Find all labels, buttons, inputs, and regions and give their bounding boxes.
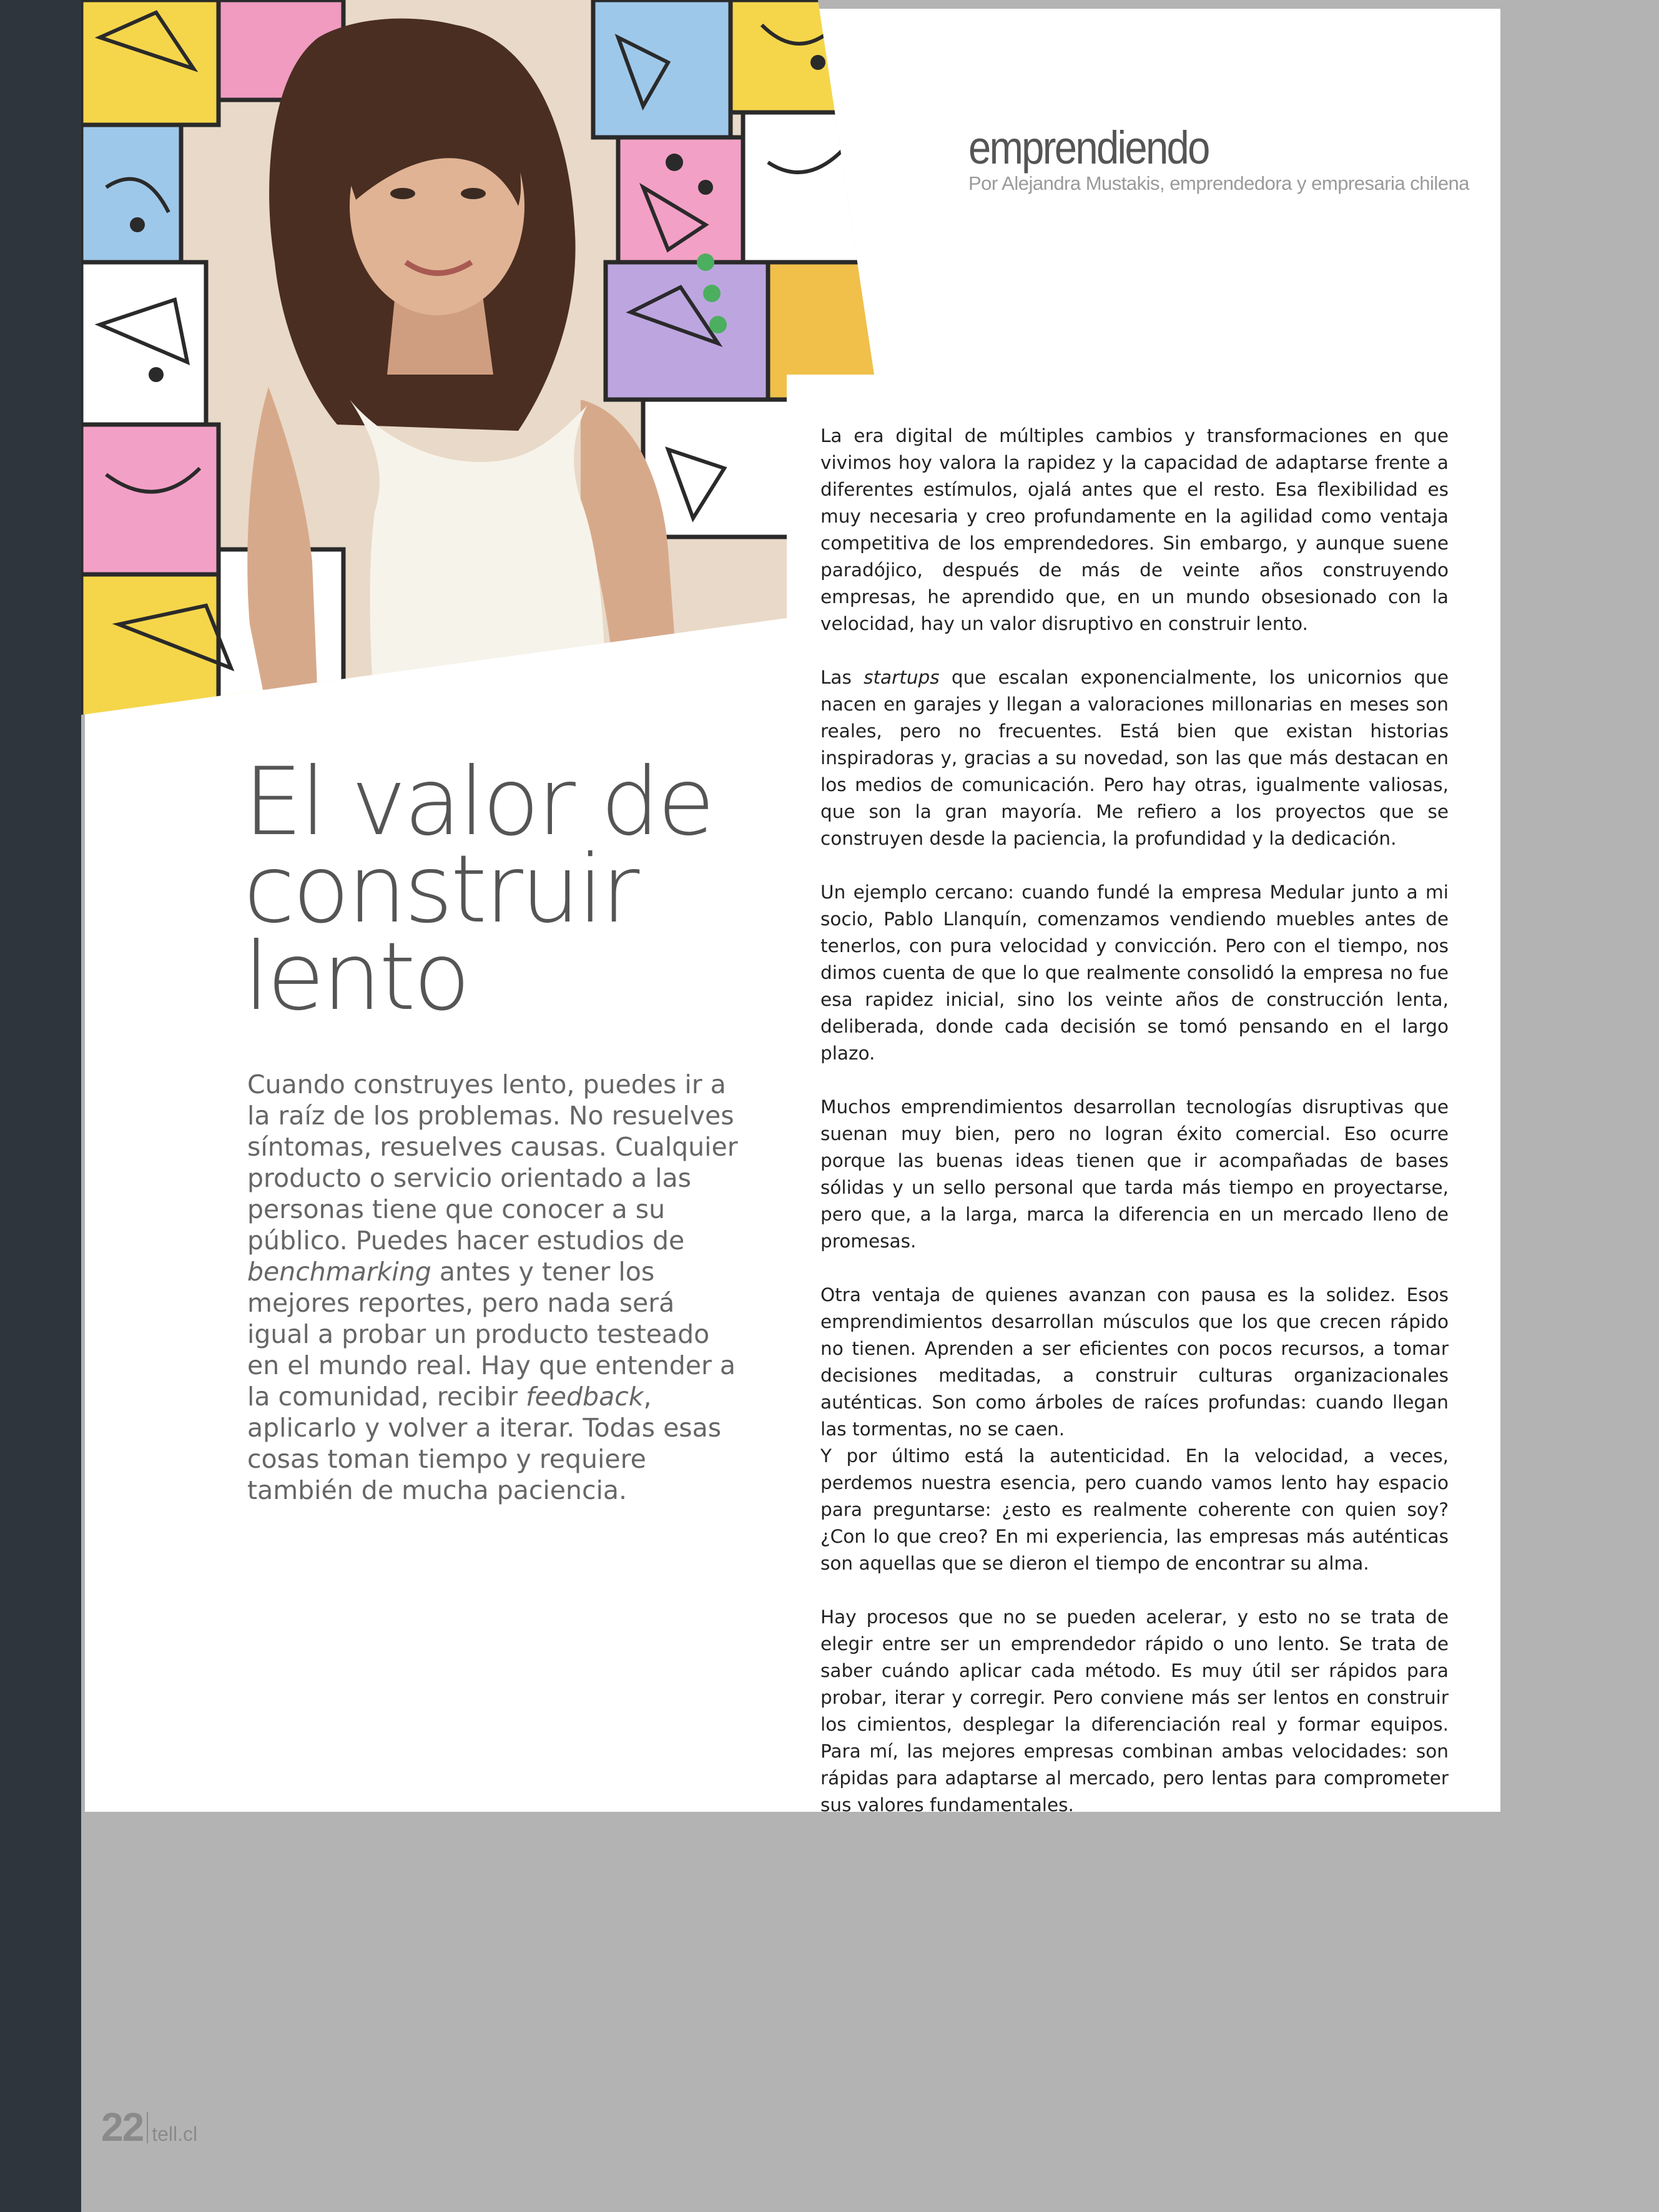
- author-byline: Por Alejandra Mustakis, emprendedora y empresaria chilena: [968, 172, 1470, 194]
- author-photo: [81, 0, 875, 718]
- lead-emphasis: benchmarking: [247, 1257, 431, 1287]
- headline-line: construir: [244, 835, 638, 944]
- headline-line: lento: [244, 923, 468, 1031]
- article-headline: [244, 748, 743, 1031]
- body-paragraph: La era digital de múltiples cambios y transformaciones en que vivimos hoy valora la rapidez y la capacidad de adaptarse frente a diferentes estímulos, ojalá antes que el resto. Esa flexibilidad es muy necesaria y creo profundamente en la agilidad como ventaja competitiva de los emprendedores. Sin embargo, y aunque suene paradójico, después de más de veinte años construyendo empresas, he aprendido que, en un mundo obsesionado con la velocidad, hay un valor disruptivo en construir lento.: [820, 425, 1449, 634]
- body-paragraph: Muchos emprendimientos desarrollan tecnologías disruptivas que suenan muy bien, pero no logran éxito comercial. Eso ocurre porque las buenas ideas tienen que ir acompañadas de bases sólidas y un sello personal que tarda más tiempo en proyectarse, pero que, a la larga, marca la diferencia en un mercado lleno de promesas.: [820, 1096, 1449, 1252]
- lead-text: Cuando construyes lento, puedes ir a la raíz de los problemas. No resuelves síntomas, resuelves causas. Cualquier producto o servicio orientado a las personas tiene que conocer a su público. Puedes hacer estudios de: [247, 1069, 738, 1256]
- body-text: Las: [820, 667, 864, 688]
- body-paragraph: Un ejemplo cercano: cuando fundé la empresa Medular junto a mi socio, Pablo Llanquín, comenzamos vendiendo muebles antes de tenerlos, con pura velocidad y convicción. Pero con el tiempo, nos dimos cuenta de que lo que realmente consolidó la empresa no fue esa rapidez inicial, sino los veinte años de construcción lenta, deliberada, donde cada decisión se tomó pensando en el largo plazo.: [820, 882, 1449, 1064]
- site-url: tell.cl: [152, 2123, 198, 2145]
- headline-line: El valor de: [244, 748, 713, 857]
- lead-emphasis: feedback: [526, 1382, 644, 1412]
- page-footer: [101, 2104, 197, 2150]
- body-paragraph: Y por último está la autenticidad. En la velocidad, a veces, perdemos nuestra esencia, pero cuando vamos lento hay espacio para preguntarse: ¿esto es realmente coherente con quien soy? ¿Con lo que creo? En mi experiencia, las empresas más auténticas son aquellas que se dieron el tiempo de encontrar su alma.: [820, 1445, 1449, 1574]
- section-title: emprendiendo: [968, 122, 1209, 174]
- body-text: que escalan exponencialmente, los unicornios que nacen en garajes y llegan a valoraciones millonarias en meses son reales, pero no frecuentes. Está bien que existan historias inspiradoras y, gracias a su novedad, son las que más destacan en los medios de comunicación. Pero hay otras, igualmente valiosas, que son la gran mayoría. Me refiero a los proyectos que se construyen desde la paciencia, la profundidad y la dedicación.: [820, 667, 1449, 849]
- body-paragraph: [820, 664, 1449, 852]
- left-margin-strip: [0, 0, 81, 2212]
- pull-quote: [247, 1069, 741, 1506]
- body-emphasis: startups: [864, 667, 940, 688]
- body-paragraph: Otra ventaja de quienes avanzan con pausa es la solidez. Esos emprendimientos desarrollan músculos que los que crecen rápido no tienen. Aprenden a ser eficientes con pocos recursos, a tomar decisiones meditadas, a construir culturas organizacionales auténticas. Son como árboles de raíces profundas: cuando llegan las tormentas, no se caen.: [820, 1284, 1449, 1440]
- lead-text: , aplicarlo y volver a iterar. Todas esas cosas toman tiempo y requiere también de mucha paciencia.: [247, 1382, 722, 1505]
- footer-divider: [147, 2112, 148, 2143]
- page-number: 22: [101, 2105, 144, 2150]
- article-body: [820, 423, 1449, 1846]
- body-paragraph: Hay procesos que no se pueden acelerar, y esto no se trata de elegir entre ser un emprendedor rápido o uno lento. Se trata de saber cuándo aplicar cada método. Es muy útil ser rápidos para probar, iterar y corregir. Pero conviene más ser lentos en construir los cimientos, desplegar la diferenciación real y formar equipos. Para mí, las mejores empresas combinan ambas velocidades: son rápidas para adaptarse al mercado, pero lentas para comprometer sus valores fundamentales.: [820, 1606, 1449, 1816]
- lead-text: antes y tener los mejores reportes, pero nada será igual a probar un producto testeado en el mundo real. Hay que entender a la comunidad, recibir: [247, 1257, 736, 1412]
